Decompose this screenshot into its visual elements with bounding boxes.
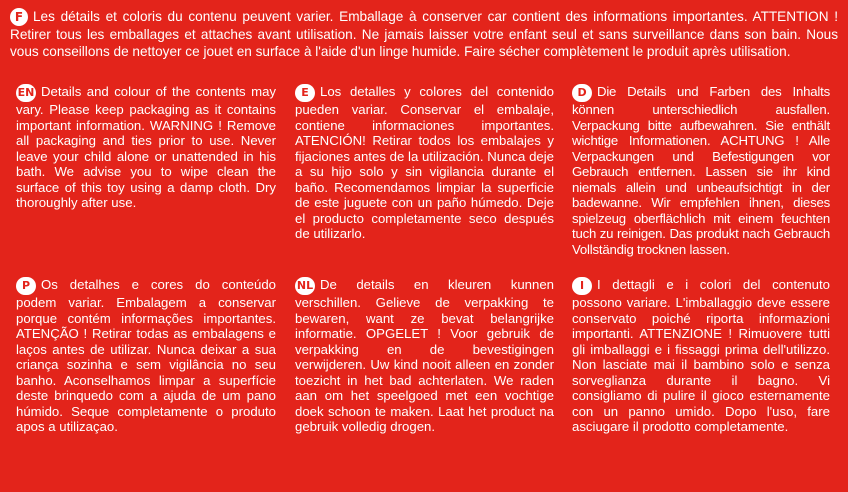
language-badge-en: EN [16, 84, 36, 102]
german-block [572, 84, 830, 257]
language-badge-fr: F [10, 8, 28, 26]
portuguese-text: Os detalhes e cores do conteúdo podem variar. Embalagem a conservar porque contém informações importantes. ATENÇÃO ! Retirar todas as embalagens e laços antes de utilizar. Nunca deixar a sua criança sozinha e sem vigilância no seu banho. Aconselhamos limpar a superfície deste brinquedo com a ajuda de um pano húmido. Seque completamente o produto apos a utilizaçao. [16, 277, 276, 434]
spanish-block [295, 84, 554, 242]
language-badge-it: I [572, 277, 592, 295]
portuguese-block [16, 277, 276, 435]
french-block [10, 8, 838, 60]
dutch-block [295, 277, 554, 435]
german-text: Die Details und Farben des Inhalts können unterschiedlich ausfallen. Verpackung bitte aufbewahren. Sie enthält wichtige Informationen. ACHTUNG ! Alle Verpackungen und Befestigungen vor Gebrauch entfernen. Lassen sie ihr kind niemals allein und unbeaufsichtigt in der badewanne. Wir empfehlen ihnen, dieses spielzeug oberflächlich mit einem feuchten tuch zu reinigen. Das produkt nach Gebrauch Vollständig trocknen lassen. [572, 84, 830, 257]
language-badge-es: E [295, 84, 315, 102]
italian-block [572, 277, 830, 435]
english-text: Details and colour of the contents may vary. Please keep packaging as it contains important information. WARNING ! Remove all packaging and ties prior to use. Never leave your child alone or unattended in his bath. We advise you to wipe clean the surface of this toy using a damp cloth. Dry thoroughly after use. [16, 84, 276, 210]
spanish-text: Los detalles y colores del contenido pueden variar. Conservar el embalaje, contiene informaciones importantes. ATENCIÓN! Retirar todos los embalajes y fijaciones antes de la utilización. Nunca deje a su hijo solo y sin vigilancia durante el baño. Recomendamos limpiar la superficie de este juguete con un paño húmedo. Deje el producto completamente seco después de utilizarlo. [295, 84, 554, 241]
language-badge-nl: NL [295, 277, 315, 295]
dutch-text: De details en kleuren kunnen verschillen. Gelieve de verpakking te bewaren, want ze bevat belangrijke informatie. OPGELET ! Voor gebruik de verpakking en de bevestigingen verwijderen. Uw kind nooit alleen en zonder toezicht in het bad achterlaten. We raden aan om het speelgoed met een vochtige doek schoon te maken. Laat het product na gebruik volledig drogen. [295, 277, 554, 434]
language-badge-pt: P [16, 277, 36, 295]
english-block [16, 84, 276, 211]
italian-text: I dettagli e i colori del contenuto possono variare. L'imballaggio deve essere conservato poiché riporta informazioni importanti. ATTENZIONE ! Rimuovere tutti gli imballaggi e i fissaggi prima dell'utilizzo. Non lasciate mai il bambino solo e senza sorveglianza durante il bagno. Vi consigliamo di pulire il gioco esternamente con un panno umido. Dopo l'uso, fare asciugare il prodotto completamente. [572, 277, 830, 434]
language-badge-de: D [572, 84, 592, 102]
french-text: Les détails et coloris du contenu peuvent varier. Emballage à conserver car contient des informations importantes. ATTENTION ! Retirer tous les emballages et attaches avant utilisation. Ne jamais laisser votre enfant seul et sans surveillance dans son bain. Nous vous conseillons de nettoyer ce jouet en surface à l'aide d'un linge humide. Faire sécher complètement le produit après utilisation. [10, 9, 838, 59]
